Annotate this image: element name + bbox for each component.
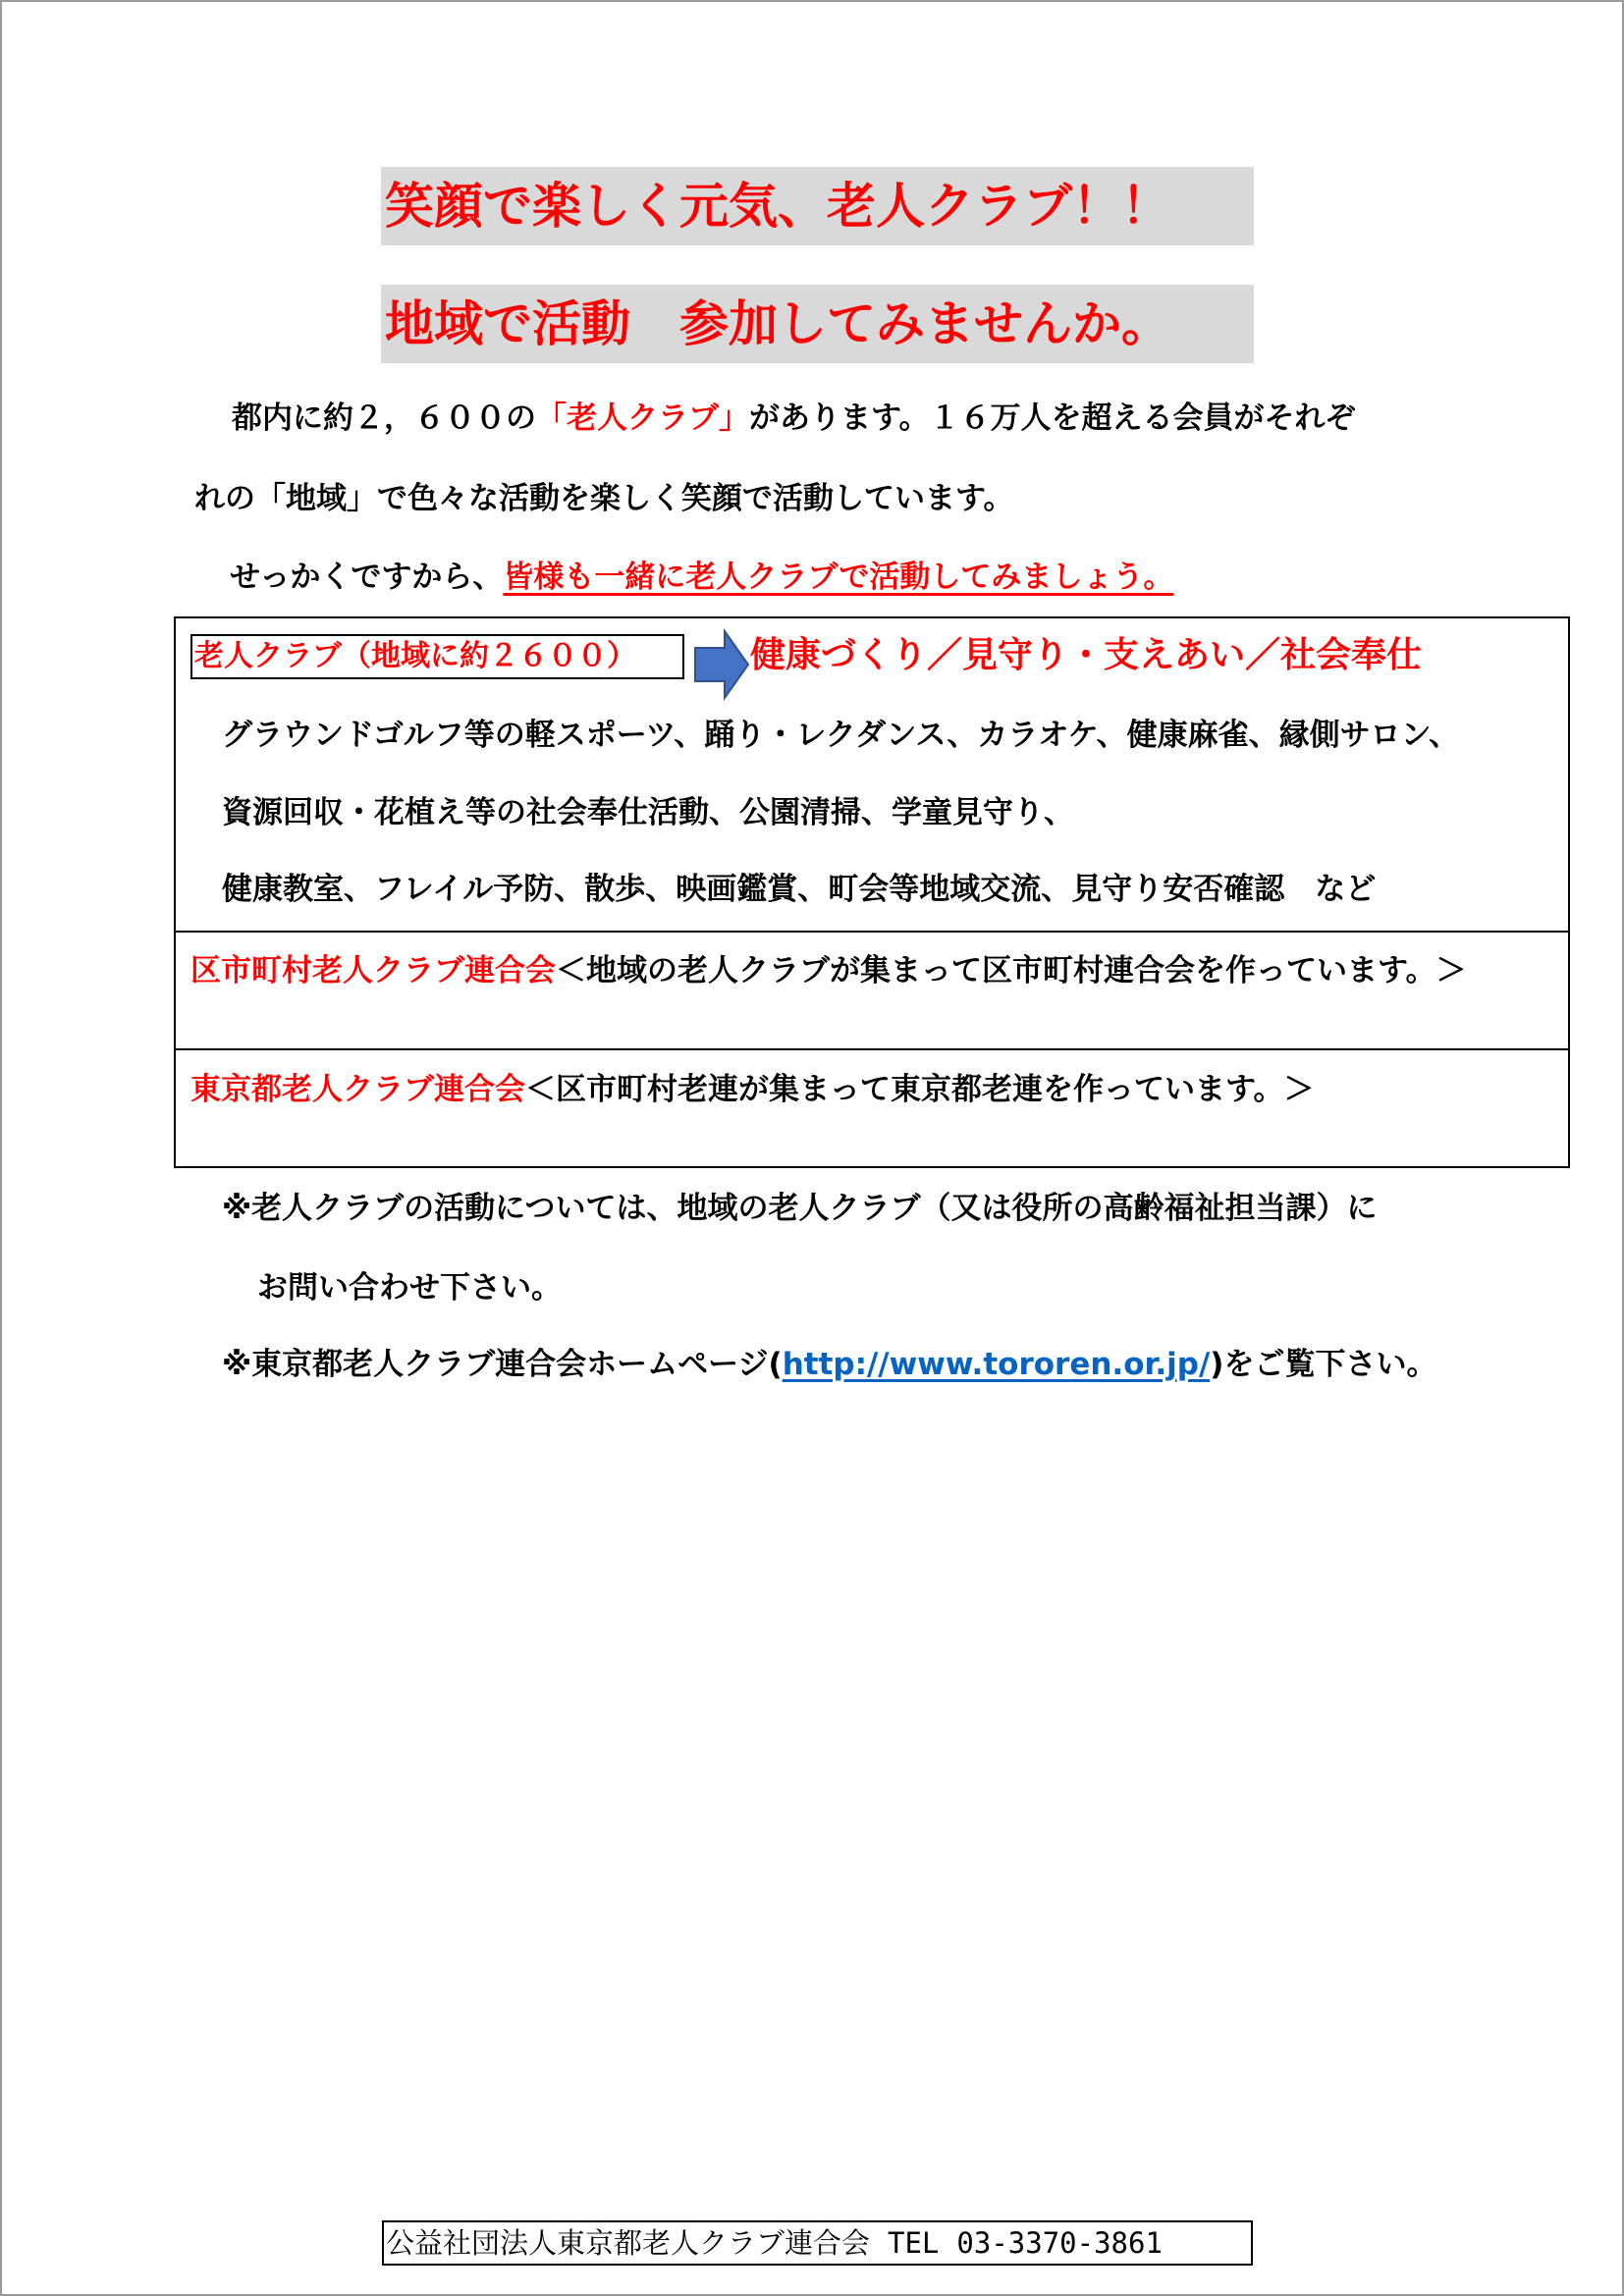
homepage-text: ※東京都老人クラブ連合会ホームページ( xyxy=(222,1347,783,1382)
intro-text: 都内に約２，６００の xyxy=(232,400,536,436)
city-federation xyxy=(190,951,1467,990)
intro-paragraph-3 xyxy=(230,558,1173,597)
homepage-text-cont: )をご覧下さい。 xyxy=(1210,1347,1437,1382)
footer-tel-number: 03-3370-3861 xyxy=(956,2226,1163,2260)
footer-tel-label: TEL xyxy=(888,2226,940,2260)
activity-line: 健康教室、フレイル予防、散歩、映画鑑賞、町会等地域交流、見守り安否確認 など xyxy=(222,872,1377,907)
tokyo-federation-name: 東京都老人クラブ連合会 xyxy=(190,1072,525,1107)
page-title: 笑顔で楽しく元気、老人クラブ！！ xyxy=(381,167,1254,245)
footer-contact xyxy=(382,2220,1253,2266)
activity-line: グラウンドゴルフ等の軽スポーツ、踊り・レクダンス、カラオケ、健康麻雀、縁側サロン、 xyxy=(222,718,1460,753)
activity-line: 資源回収・花植え等の社会奉仕活動、公園清掃、学童見守り、 xyxy=(222,795,1074,830)
intro-highlight: 「老人クラブ」 xyxy=(536,400,749,436)
city-federation-name: 区市町村老人クラブ連合会 xyxy=(190,953,556,988)
intro-text-cont: があります。１６万人を超える会員がそれぞ xyxy=(749,400,1356,436)
arrow-right-icon xyxy=(693,628,750,701)
city-federation-desc: ＜地域の老人クラブが集まって区市町村連合会を作っています。＞ xyxy=(556,953,1467,988)
note-homepage xyxy=(222,1345,1436,1384)
note-inquiry-cont: お問い合わせ下さい。 xyxy=(257,1270,562,1306)
homepage-link[interactable]: http://www.tororen.or.jp/ xyxy=(782,1347,1211,1382)
table-divider xyxy=(174,1048,1570,1050)
footer-org: 公益社団法人東京都老人クラブ連合会 xyxy=(386,2226,871,2260)
tokyo-federation xyxy=(190,1070,1315,1109)
note-inquiry: ※老人クラブの活動については、地域の老人クラブ（又は役所の高齢福祉担当課）に xyxy=(222,1191,1378,1226)
page-subtitle: 地域で活動 参加してみませんか。 xyxy=(381,285,1254,363)
club-goals: 健康づくり／見守り・支えあい／社会奉仕 xyxy=(750,635,1423,675)
invite-highlight: 皆様も一緒に老人クラブで活動してみましょう。 xyxy=(503,560,1174,595)
table-divider xyxy=(174,931,1570,933)
intro-paragraph-1 xyxy=(232,399,1356,438)
club-label: 老人クラブ（地域に約２６００） xyxy=(190,634,684,679)
invite-text: せっかくですから、 xyxy=(230,560,504,595)
intro-paragraph-2: れの「地域」で色々な活動を楽しく笑顔で活動しています。 xyxy=(194,481,1014,516)
tokyo-federation-desc: ＜区市町村老連が集まって東京都老連を作っています。＞ xyxy=(525,1072,1315,1107)
